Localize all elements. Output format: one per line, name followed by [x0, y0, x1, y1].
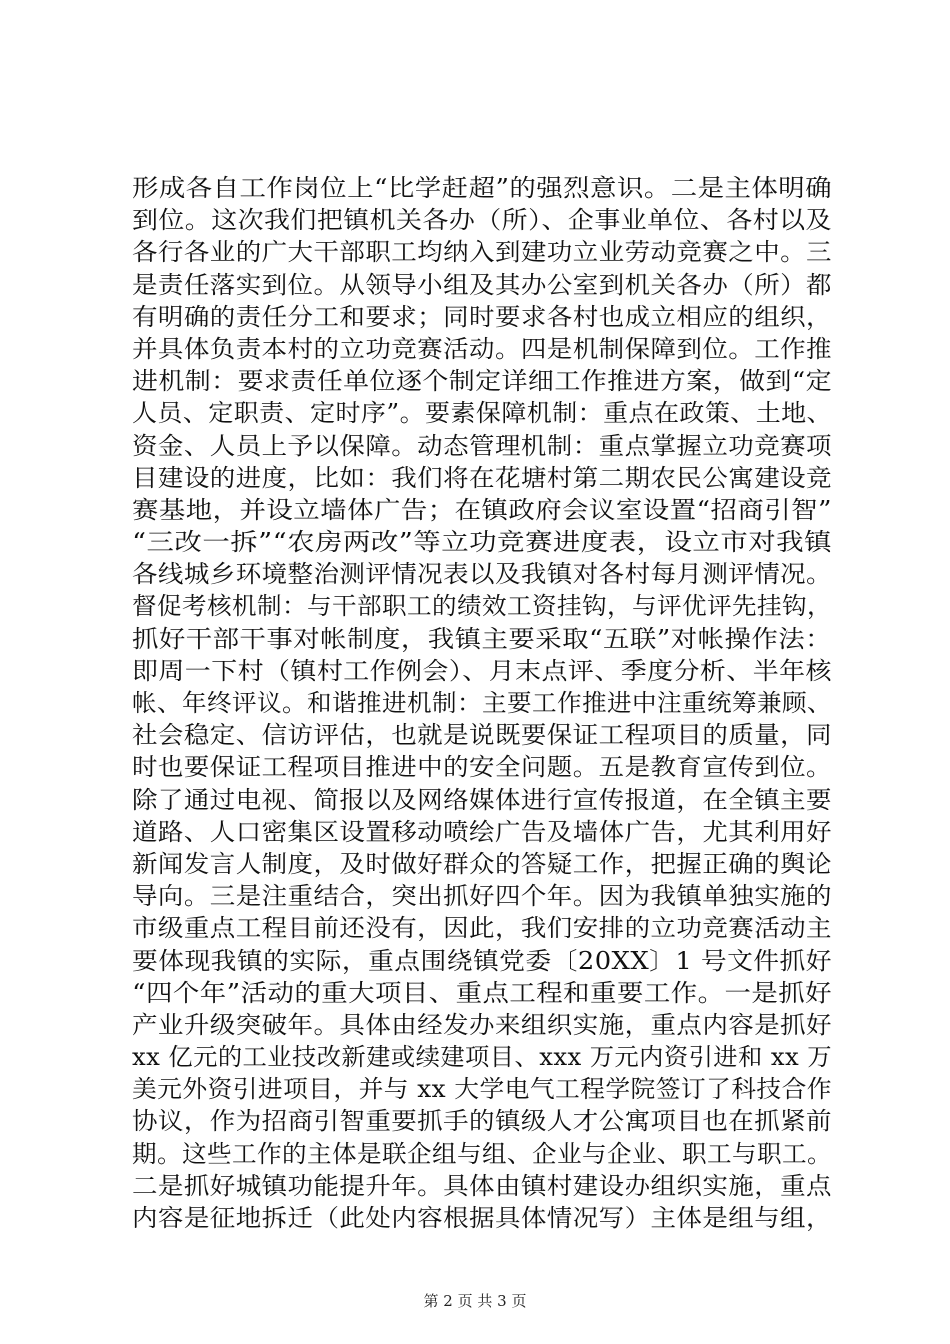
text-line: 道路、人口密集区设置移动喷绘广告及墙体广告，尤其利用好 [132, 817, 832, 846]
text-line: 期。这些工作的主体是联企组与组、企业与企业、职工与职工。 [132, 1139, 833, 1168]
text-line: 要体现我镇的实际，重点围绕镇党委〔20XX〕1 号文件抓好 [132, 946, 832, 975]
text-line: 除了通过电视、简报以及网络媒体进行宣传报道，在全镇主要 [132, 785, 832, 814]
text-line: 产业升级突破年。具体由经发办来组织实施，重点内容是抓好 [132, 1010, 832, 1039]
text-line: 到位。这次我们把镇机关各办（所）、企事业单位、各村以及 [132, 206, 832, 235]
text-line: 资金、人员上予以保障。动态管理机制：重点掌握立功竞赛项 [132, 431, 832, 460]
text-line: 二是抓好城镇功能提升年。具体由镇村建设办组织实施，重点 [132, 1171, 832, 1200]
text-line: 各行各业的广大干部职工均纳入到建功立业劳动竞赛之中。三 [132, 238, 832, 267]
text-line: 协议，作为招商引智重要抓手的镇级人才公寓项目也在抓紧前 [132, 1107, 832, 1136]
text-line: 并具体负责本村的立功竞赛活动。四是机制保障到位。工作推 [132, 334, 832, 363]
text-line: xx 亿元的工业技改新建或续建项目、xxx 万元内资引进和 xx 万 [132, 1043, 832, 1072]
text-line: “三改一拆”“农房两改”等立功竞赛进度表，设立市对我镇 [132, 528, 833, 557]
text-line: 帐、年终评议。和谐推进机制：主要工作推进中注重统筹兼顾、 [132, 689, 833, 717]
text-line: 市级重点工程目前还没有，因此，我们安排的立功竞赛活动主 [132, 914, 832, 943]
text-line: 进机制：要求责任单位逐个制定详细工作推进方案，做到“定 [132, 367, 833, 396]
text-line: 抓好干部干事对帐制度，我镇主要采取“五联”对帐操作法： [132, 624, 833, 653]
text-line: 督促考核机制：与干部职工的绩效工资挂钩，与评优评先挂钩， [132, 592, 833, 621]
text-line: 人员、定职责、定时序”。要素保障机制：重点在政策、土地、 [132, 399, 833, 428]
text-line: 赛基地，并设立墙体广告；在镇政府会议室设置“招商引智” [132, 495, 833, 524]
text-line: 即周一下村（镇村工作例会）、月末点评、季度分析、半年核 [132, 656, 832, 685]
text-line: 时也要保证工程项目推进中的安全问题。五是教育宣传到位。 [132, 753, 832, 782]
text-line: 美元外资引进项目，并与 xx 大学电气工程学院签订了科技合作 [132, 1075, 832, 1104]
text-line: 新闻发言人制度，及时做好群众的答疑工作，把握正确的舆论 [132, 849, 832, 878]
text-line: 导向。三是注重结合，突出抓好四个年。因为我镇单独实施的 [132, 882, 832, 911]
text-line: 有明确的责任分工和要求；同时要求各村也成立相应的组织， [132, 302, 832, 331]
text-line: 目建设的进度，比如：我们将在花塘村第二期农民公寓建设竞 [132, 463, 832, 492]
text-line: “四个年”活动的重大项目、重点工程和重要工作。一是抓好 [132, 978, 833, 1007]
text-line: 各线城乡环境整治测评情况表以及我镇对各村每月测评情况。 [132, 560, 832, 589]
text-line: 内容是征地拆迁（此处内容根据具体情况写）主体是组与组， [132, 1204, 832, 1232]
text-line: 社会稳定、信访评估，也就是说既要保证工程项目的质量，同 [132, 721, 832, 750]
page-footer: 第 2 页 共 3 页 [423, 1292, 527, 1310]
text-line: 是责任落实到位。从领导小组及其办公室到机关各办（所）都 [132, 270, 832, 299]
body-text [132, 172, 832, 1234]
text-line: 形成各自工作岗位上“比学赶超”的强烈意识。二是主体明确 [132, 174, 833, 202]
